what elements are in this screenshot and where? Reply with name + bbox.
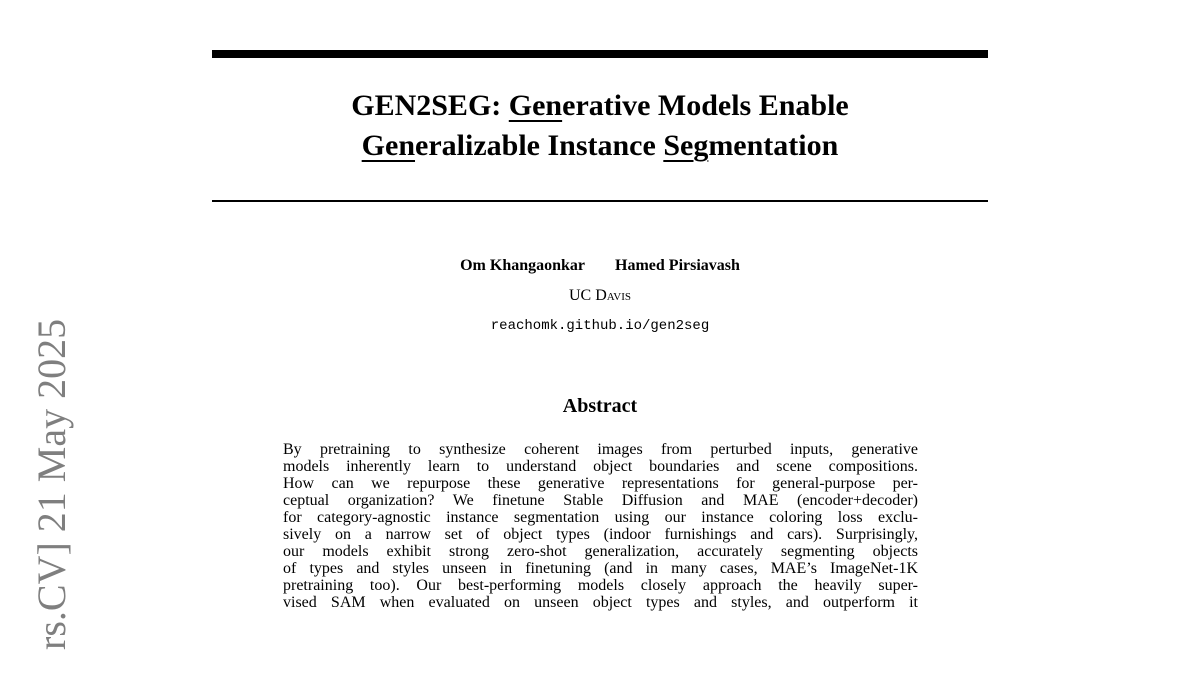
abstract-line: models inherently learn to understand object boundaries and scene compositions. <box>283 458 918 475</box>
title-text-2: eralizable Instance <box>415 129 664 162</box>
title-underlined-seg: Seg <box>663 129 709 162</box>
author-name: Hamed Pirsiavash <box>615 257 740 274</box>
title-colon: : <box>491 89 509 122</box>
abstract-line: for category-agnostic instance segmentation using our instance coloring loss exclu- <box>283 509 918 526</box>
abstract-line: our models exhibit strong zero-shot generalization, accurately segmenting objects <box>283 543 918 560</box>
affiliation: UC Davis <box>568 287 632 304</box>
paper-title <box>212 86 988 166</box>
arxiv-side-stamp <box>22 320 82 680</box>
abstract-line: of types and styles unseen in finetuning (and in many cases, MAE’s ImageNet-1K <box>283 560 918 577</box>
abstract-line: How can we repurpose these generative representations for general-purpose per- <box>283 475 918 492</box>
abstract-line: By pretraining to synthesize coherent images from perturbed inputs, generative <box>283 441 918 458</box>
abstract-line: ceptual organization? We finetune Stable Diffusion and MAE (encoder+decoder) <box>283 492 918 509</box>
title-underlined-gen-1: Gen <box>508 89 563 122</box>
title-top-rule <box>212 50 988 58</box>
abstract-body <box>283 441 918 611</box>
project-url[interactable]: reachomk.github.io/gen2seg <box>490 318 710 334</box>
abstract-line: vised SAM when evaluated on unseen object types and styles, and outperform it <box>283 594 918 611</box>
abstract-line: pretraining too). Our best-performing models closely approach the heavily super- <box>283 577 918 594</box>
author-list <box>212 255 988 277</box>
title-bottom-rule <box>212 200 988 202</box>
title-acronym: GEN2SEG <box>351 89 492 122</box>
abstract-heading: Abstract <box>562 395 638 417</box>
title-underlined-gen-2: Gen <box>361 129 416 162</box>
abstract-line: sively on a narrow set of object types (indoor furnishings and cars). Surprisingly, <box>283 526 918 543</box>
title-text-3: mentation <box>708 129 839 162</box>
arxiv-stamp-text: rs.CV] 21 May 2025 <box>29 318 74 650</box>
title-text-1: erative Models Enable <box>562 89 849 122</box>
author-name: Om Khangaonkar <box>460 257 586 274</box>
